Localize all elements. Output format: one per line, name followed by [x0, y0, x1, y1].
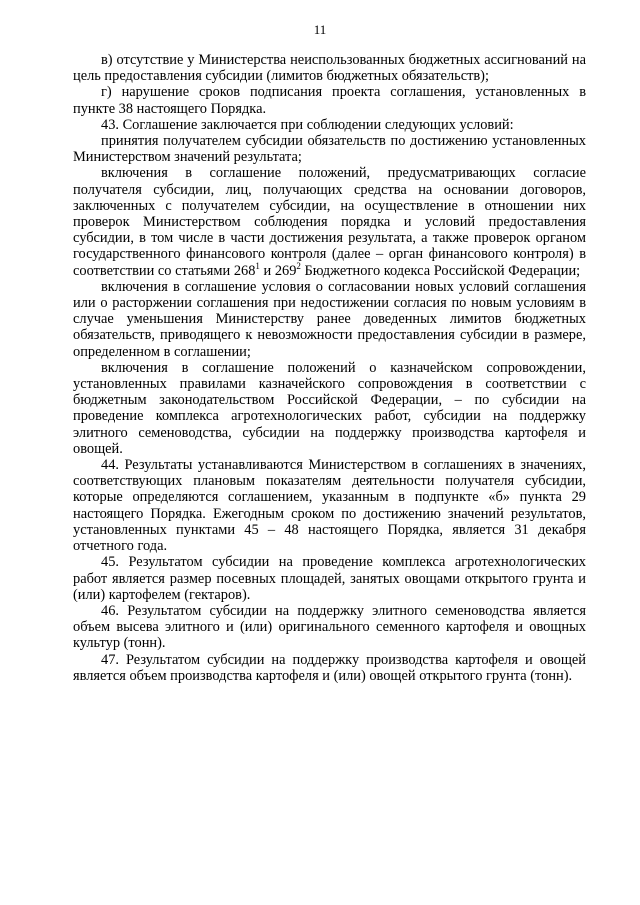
paragraph-condition-2-text-c: Бюджетного кодекса Российской Федерации;	[300, 262, 581, 279]
paragraph-subpoint-v: в) отсутствие у Министерства неиспользованных бюджетных ассигнований на цель предоставления субсидии (лимитов бюджетных обязательств);	[73, 52, 586, 85]
paragraph-45: 45. Результатом субсидии на проведение комплекса агротехнологических работ является размер посевных площадей, занятых овощами открытого грунта и (или) картофелем (гектаров).	[73, 554, 586, 603]
paragraph-condition-2	[73, 165, 586, 278]
paragraph-condition-2-text-a: включения в соглашение положений, предусматривающих согласие получателя субсидии, лиц, получающих средства на основании договоров, заключенных с получателем субсидии, на осуществление в отношении них проверок Министерством соблюдения порядка и условий предоставления субсидии, в том числе в части достижения результата, а также проверок органом государственного финансового контроля (далее – орган финансового контроля) в соответствии со статьями 268	[73, 165, 586, 279]
paragraph-condition-3: включения в соглашение условия о согласовании новых условий соглашения или о расторжении соглашения при недостижении согласия по новым условиям в случае уменьшения Министерству ранее доведенных лимитов бюджетных обязательств, приводящего к невозможности предоставления субсидии в размере, определенном в соглашении;	[73, 278, 586, 360]
paragraph-47: 47. Результатом субсидии на поддержку производства картофеля и овощей является объем производства картофеля и (или) овощей открытого грунта (тонн).	[73, 651, 586, 684]
superscript-2: 2	[296, 260, 301, 271]
document-body	[73, 52, 586, 684]
paragraph-condition-2-text-b: и 269	[259, 262, 297, 279]
paragraph-condition-1: принятия получателем субсидии обязательств по достижению установленных Министерством значений результата;	[73, 133, 586, 166]
paragraph-subpoint-g: г) нарушение сроков подписания проекта соглашения, установленных в пункте 38 настоящего Порядка.	[73, 84, 586, 117]
paragraph-43: 43. Соглашение заключается при соблюдении следующих условий:	[101, 116, 514, 133]
page-number: 11	[313, 22, 327, 37]
paragraph-44: 44. Результаты устанавливаются Министерством в соглашениях в значениях, соответствующих плановым показателям деятельности получателя субсидии, которые определяются соглашением, указанным в подпункте «б» пункта 29 настоящего Порядка. Ежегодным сроком по достижению значений результатов, установленных пунктами 45 – 48 настоящего Порядка, является 31 декабря отчетного года.	[73, 457, 586, 555]
paragraph-46: 46. Результатом субсидии на поддержку элитного семеноводства является объем высева элитного и (или) оригинального семенного картофеля и овощных культур (тонн).	[73, 602, 586, 652]
superscript-1: 1	[255, 260, 260, 271]
paragraph-condition-4: включения в соглашение положений о казначейском сопровождении, установленных правилами казначейского сопровождения в соответствии с бюджетным законодательством Российской Федерации, – по субсидии на проведение комплекса агротехнологических работ, субсидии на поддержку элитного семеноводства, субсидии на поддержку производства картофеля и овощей.	[73, 359, 586, 457]
